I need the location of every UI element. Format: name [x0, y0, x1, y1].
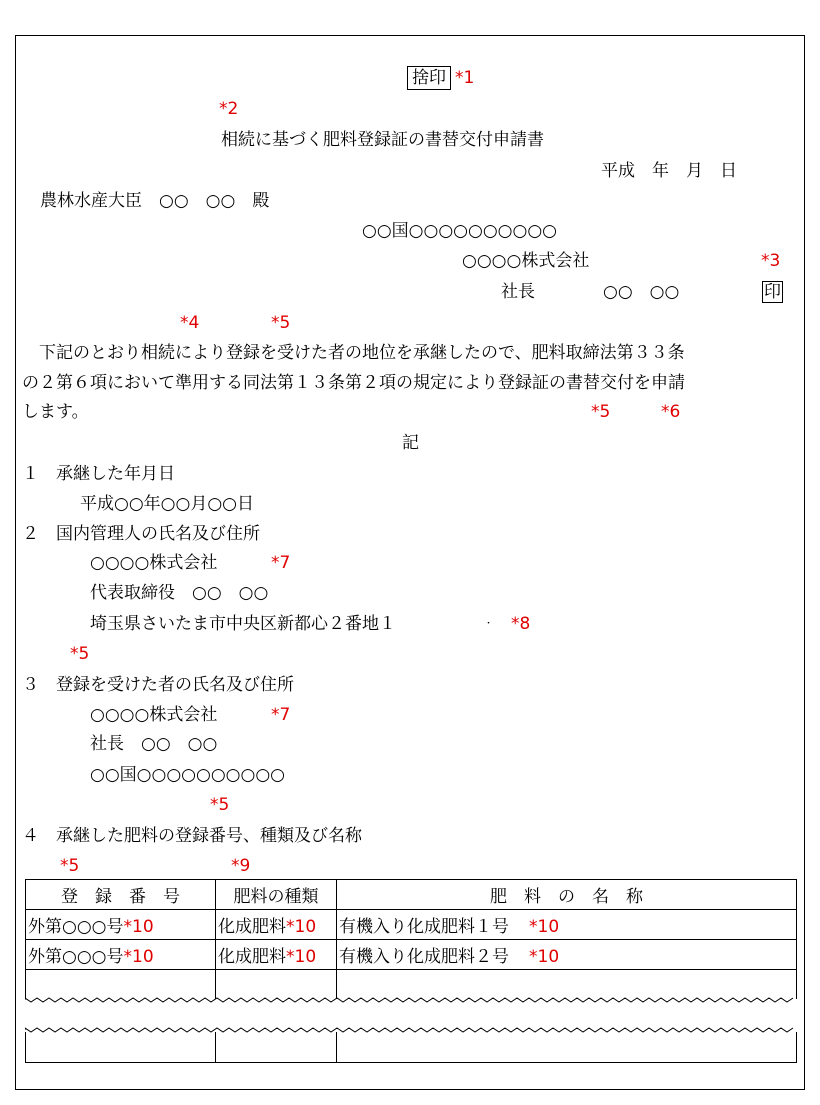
discard-seal-box: 捨印 — [407, 66, 451, 90]
section-2-address: 埼玉県さいたま市中央区新都心２番地１ — [90, 614, 396, 634]
seal-box: 印 — [764, 282, 781, 302]
section-2-representative: 代表取締役 ○○ ○○ — [90, 583, 269, 603]
note-3: *3 — [761, 251, 781, 271]
cell-name: 有機入り化成肥料２号 *10 — [337, 940, 797, 970]
header-number: 登 録 番 号 — [26, 880, 216, 910]
note-5-sec4: *5 — [60, 856, 80, 876]
cell-number: 外第○○○号*10 — [26, 940, 216, 970]
table-header-row — [26, 880, 797, 910]
section-3-company: ○○○○株式会社 — [90, 705, 218, 725]
section-4-heading: ４ 承継した肥料の登録番号、種類及び名称 — [22, 826, 362, 846]
note-4: *4 — [180, 313, 200, 333]
applicant-title-name: 社長 ○○ ○○ — [501, 282, 680, 302]
section-3-address: ○○国○○○○○○○○○○ — [90, 765, 286, 785]
addressee: 農林水産大臣 ○○ ○○ 殿 — [40, 191, 270, 211]
body-line-3: します。 — [22, 402, 89, 422]
body-line-1: 下記のとおり相続により登録を受けた者の地位を承継したので、肥料取締法第３３条 — [22, 343, 685, 363]
date-line: 平成 年 月 日 — [601, 161, 737, 181]
note-8: *8 — [511, 614, 531, 634]
note-9: *9 — [231, 856, 251, 876]
seal-mark — [762, 281, 783, 303]
note-6: *6 — [661, 402, 681, 422]
section-3-heading: ３ 登録を受けた者の氏名及び住所 — [22, 675, 294, 695]
note-5-body: *5 — [591, 402, 611, 422]
section-2-company: ○○○○株式会社 — [90, 553, 218, 573]
cell-kind: 化成肥料*10 — [216, 910, 337, 940]
section-1-heading: １ 承継した年月日 — [22, 464, 175, 484]
body-line-2: の２第６項において準用する同法第１３条第２項の規定により登録証の書替交付を申請 — [22, 373, 685, 393]
table-row-empty — [26, 970, 797, 1000]
header-kind: 肥料の種類 — [216, 880, 337, 910]
dot-mark: ・ — [484, 619, 494, 629]
cell-kind: 化成肥料*10 — [216, 940, 337, 970]
stamp-row — [407, 67, 474, 89]
note-1: *1 — [455, 68, 475, 88]
table-row — [26, 940, 797, 970]
note-5-sec3: *5 — [210, 795, 230, 815]
section-2-heading: ２ 国内管理人の氏名及び住所 — [22, 524, 260, 544]
note-7-sec3: *7 — [271, 705, 291, 725]
table-row-empty — [26, 1032, 797, 1063]
document-title: 相続に基づく肥料登録証の書替交付申請書 — [221, 130, 544, 150]
table-row — [26, 910, 797, 940]
cell-number: 外第○○○号*10 — [26, 910, 216, 940]
section-3-name: 社長 ○○ ○○ — [90, 734, 218, 754]
header-name: 肥 料 の 名 称 — [337, 880, 797, 910]
ki-heading: 記 — [402, 433, 419, 453]
applicant-address: ○○国○○○○○○○○○○ — [362, 221, 558, 241]
registration-table-continued — [25, 1032, 797, 1063]
note-2: *2 — [219, 99, 239, 119]
break-line-top — [25, 996, 797, 1004]
registration-table — [25, 879, 797, 999]
note-7-sec2: *7 — [271, 553, 291, 573]
note-5-sec2: *5 — [70, 644, 90, 664]
section-1-date: 平成○○年○○月○○日 — [80, 494, 255, 514]
cell-name: 有機入り化成肥料１号 *10 — [337, 910, 797, 940]
note-5: *5 — [271, 313, 291, 333]
applicant-company: ○○○○株式会社 — [462, 251, 590, 271]
